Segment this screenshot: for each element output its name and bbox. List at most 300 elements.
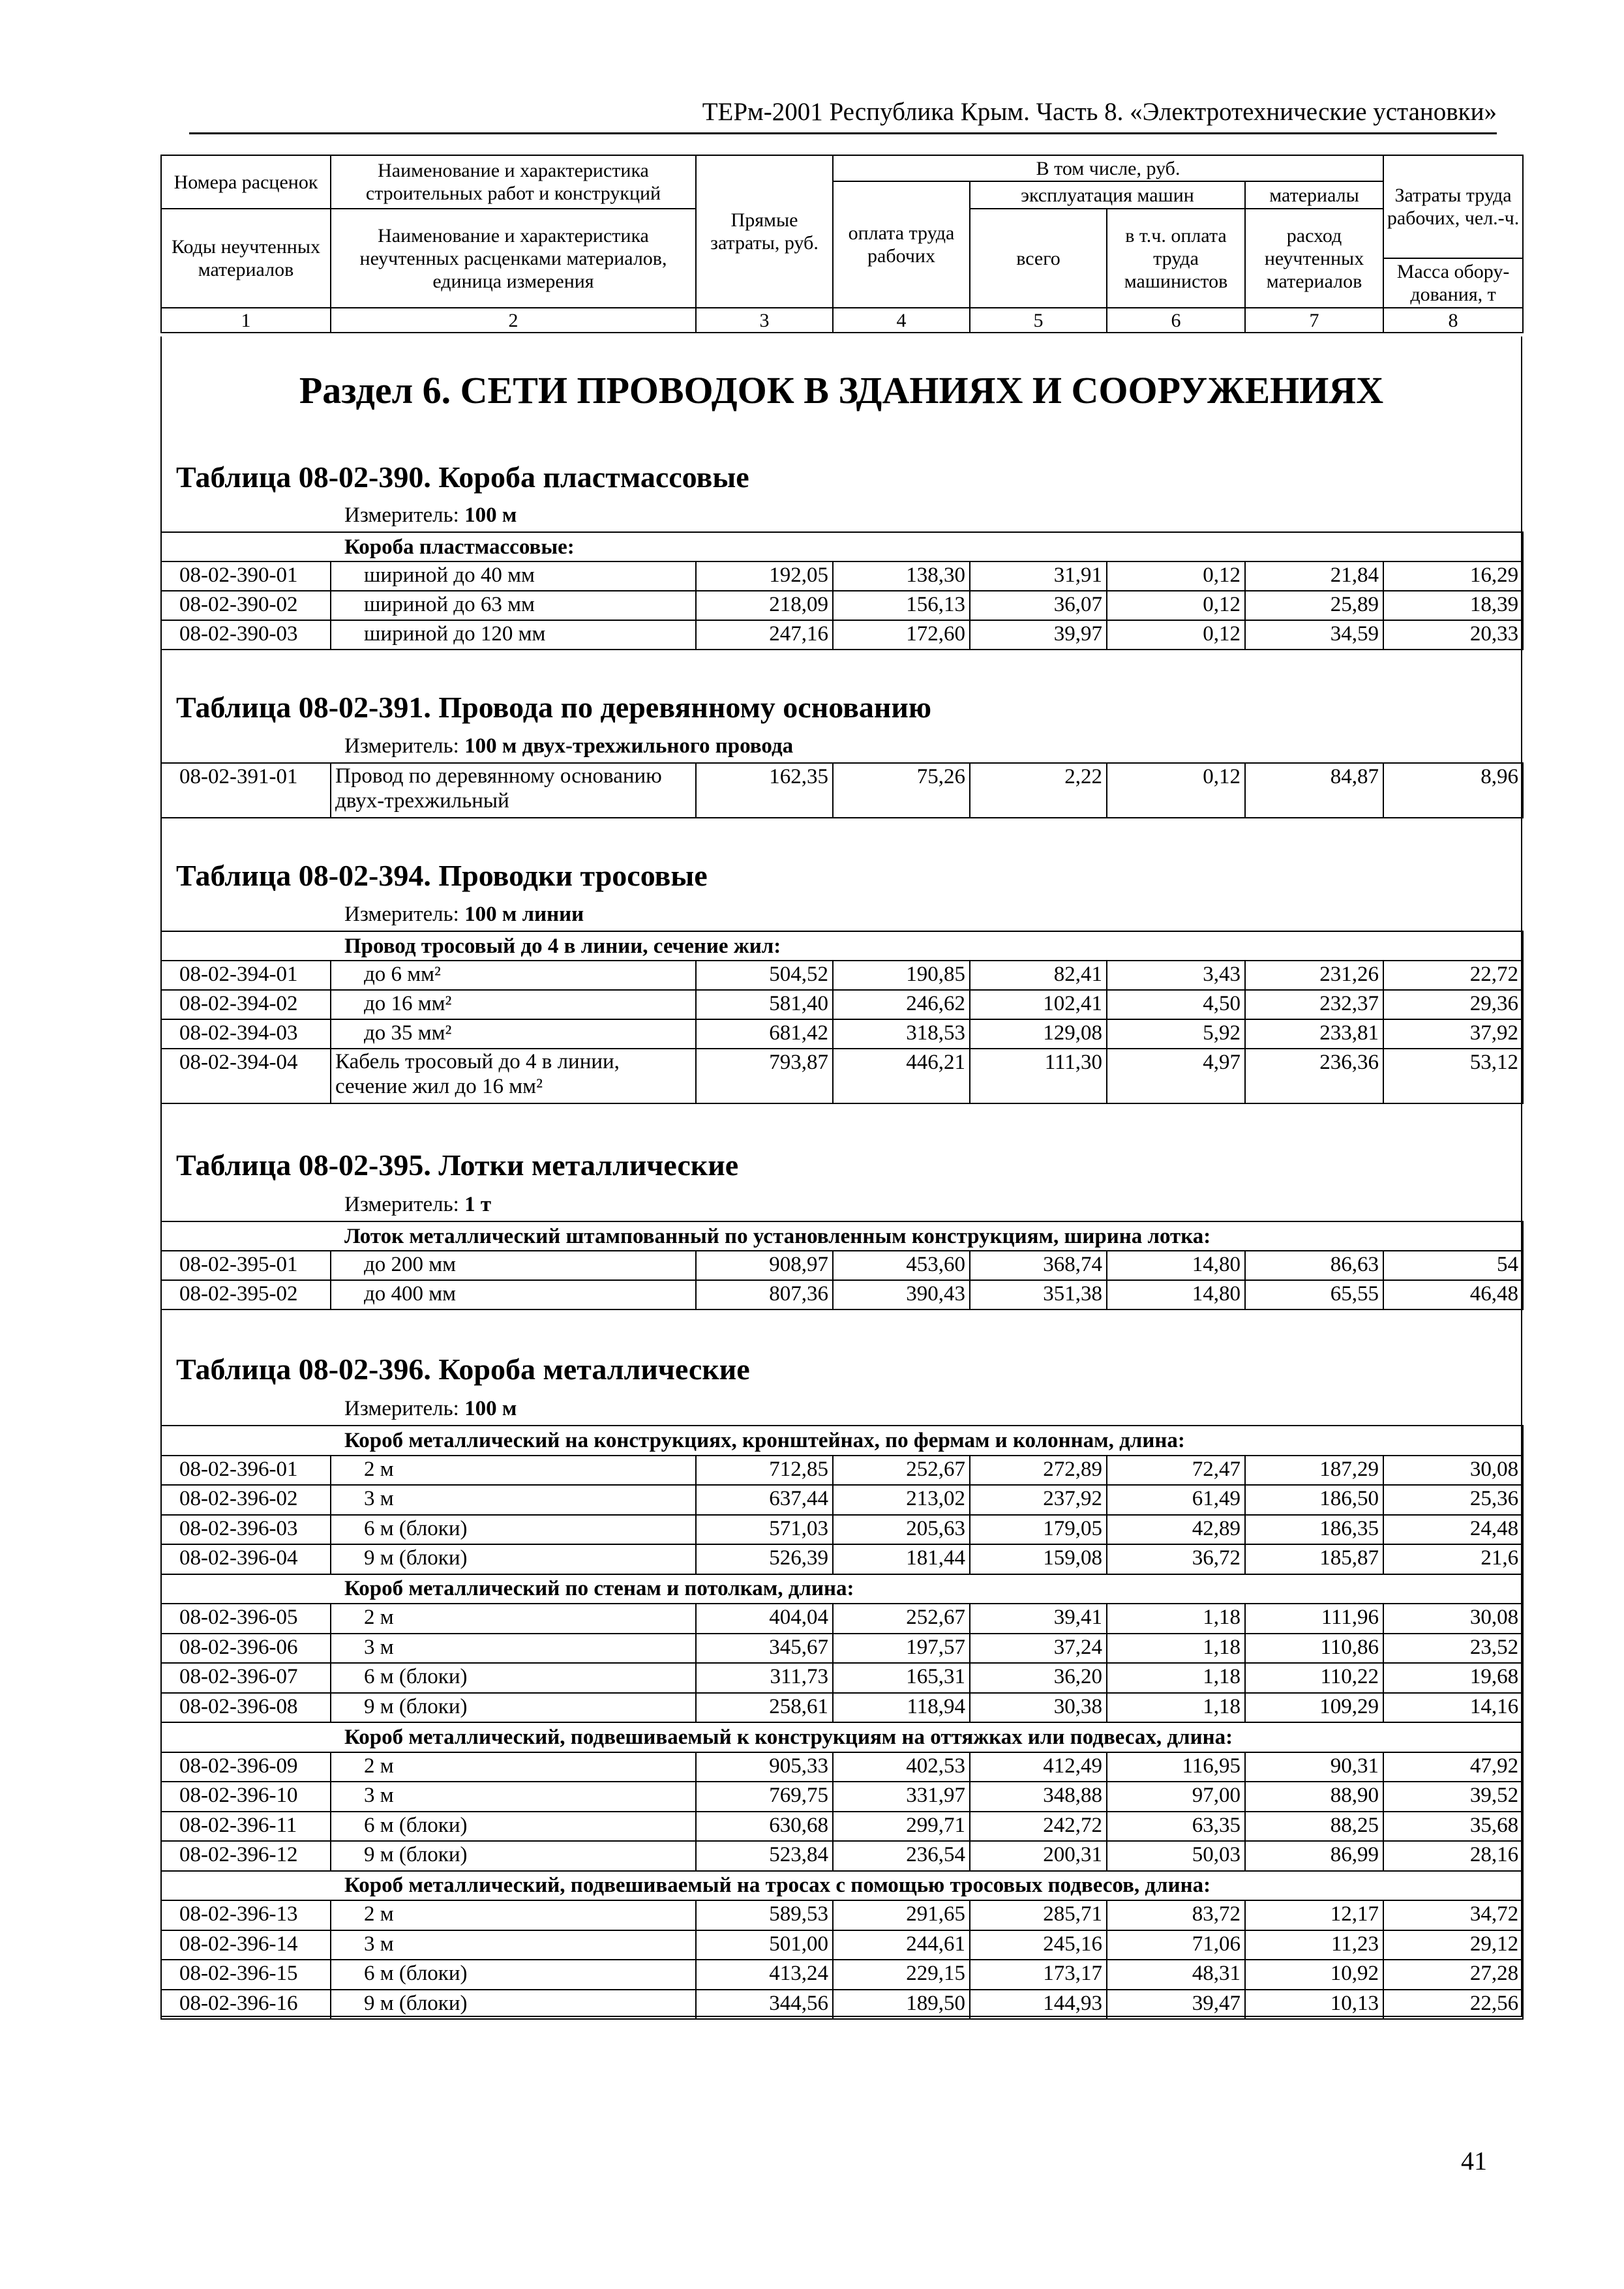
- labor-costs-value: 14,16: [1383, 1693, 1523, 1723]
- materials-value: 185,87: [1245, 1544, 1383, 1574]
- labor-pay-value: 205,63: [833, 1515, 970, 1545]
- machinist-pay-value: 4,50: [1107, 990, 1245, 1019]
- col-machine-operation: эксплуатация машин: [970, 181, 1245, 209]
- rate-name: до 400 мм: [331, 1280, 696, 1309]
- rate-name: до 35 мм²: [331, 1019, 696, 1049]
- machine-total-value: 159,08: [970, 1544, 1107, 1574]
- direct-costs-value: 523,84: [696, 1841, 833, 1871]
- materials-value: 236,36: [1245, 1049, 1383, 1103]
- labor-costs-value: 21,6: [1383, 1544, 1523, 1574]
- table-row: [161, 1515, 1523, 1545]
- measure-label: Измеритель:: [344, 1397, 459, 1420]
- direct-costs-value: 807,36: [696, 1280, 833, 1309]
- page-number: 41: [1461, 2146, 1487, 2176]
- labor-pay-value: 213,02: [833, 1485, 970, 1515]
- col-direct-costs: Прямые затраты, руб.: [696, 155, 833, 308]
- direct-costs-value: 413,24: [696, 1960, 833, 1990]
- direct-costs-value: 630,68: [696, 1812, 833, 1842]
- rate-code: 08-02-396-14: [161, 1930, 331, 1960]
- labor-costs-value: 54: [1383, 1251, 1523, 1280]
- section-title: Раздел 6. СЕТИ ПРОВОДОК В ЗДАНИЯХ И СООРУЖЕНИЯХ: [299, 369, 1384, 411]
- direct-costs-value: 681,42: [696, 1019, 833, 1049]
- col-number: 1: [161, 308, 331, 333]
- materials-value: 10,13: [1245, 1990, 1383, 2020]
- group-header: Лоток металлический штампованный по установленным конструкциям, ширина лотка:: [161, 1221, 1523, 1251]
- table-title: Таблица 08-02-395. Лотки металлические: [176, 1148, 739, 1182]
- machine-total-value: 30,38: [970, 1693, 1107, 1723]
- machinist-pay-value: 1,18: [1107, 1663, 1245, 1693]
- col-machinist-pay: в т.ч. оплата труда машинистов: [1107, 209, 1245, 308]
- rate-code: 08-02-390-02: [161, 591, 331, 620]
- table-row: [161, 1752, 1523, 1782]
- machinist-pay-value: 63,35: [1107, 1812, 1245, 1842]
- rates-table: [160, 762, 1524, 818]
- machine-total-value: 37,24: [970, 1634, 1107, 1664]
- machinist-pay-value: 42,89: [1107, 1515, 1245, 1545]
- direct-costs-value: 501,00: [696, 1930, 833, 1960]
- machine-total-value: 200,31: [970, 1841, 1107, 1871]
- labor-costs-value: 18,39: [1383, 591, 1523, 620]
- measure-line: [344, 901, 584, 927]
- machine-total-value: 36,20: [970, 1663, 1107, 1693]
- labor-pay-value: 197,57: [833, 1634, 970, 1664]
- col-unaccounted-names: Наименование и характеристика неучтенных расценками материалов, единица измерения: [331, 209, 696, 308]
- labor-costs-value: 30,08: [1383, 1456, 1523, 1486]
- materials-value: 110,86: [1245, 1634, 1383, 1664]
- direct-costs-value: 571,03: [696, 1515, 833, 1545]
- running-header: ТЕРм-2001 Республика Крым. Часть 8. «Электротехнические установки»: [702, 98, 1497, 126]
- rate-name: 6 м (блоки): [331, 1663, 696, 1693]
- materials-value: 86,99: [1245, 1841, 1383, 1871]
- materials-value: 34,59: [1245, 620, 1383, 650]
- col-number: 8: [1383, 308, 1523, 333]
- measure-unit: 100 м: [464, 503, 517, 527]
- machine-total-value: 237,92: [970, 1485, 1107, 1515]
- group-header-row: [161, 1722, 1523, 1752]
- labor-pay-value: 402,53: [833, 1752, 970, 1782]
- labor-pay-value: 252,67: [833, 1456, 970, 1486]
- labor-costs-value: 37,92: [1383, 1019, 1523, 1049]
- rate-code: 08-02-396-09: [161, 1752, 331, 1782]
- machinist-pay-value: 4,97: [1107, 1049, 1245, 1103]
- rate-name: 2 м: [331, 1456, 696, 1486]
- col-unaccounted-consumption: расход неучтенных материалов: [1245, 209, 1383, 308]
- rate-code: 08-02-390-01: [161, 561, 331, 591]
- machinist-pay-value: 36,72: [1107, 1544, 1245, 1574]
- col-number: 5: [970, 308, 1107, 333]
- labor-pay-value: 190,85: [833, 961, 970, 990]
- rate-code: 08-02-396-16: [161, 1990, 331, 2020]
- col-labor-pay: оплата труда рабочих: [833, 181, 970, 308]
- col-number: 3: [696, 308, 833, 333]
- labor-costs-value: 20,33: [1383, 620, 1523, 650]
- rate-code: 08-02-391-01: [161, 763, 331, 818]
- measure-line: [344, 502, 517, 528]
- machine-total-value: 39,41: [970, 1604, 1107, 1634]
- machine-total-value: 82,41: [970, 961, 1107, 990]
- labor-pay-value: 453,60: [833, 1251, 970, 1280]
- table-row: [161, 1049, 1523, 1103]
- machinist-pay-value: 97,00: [1107, 1782, 1245, 1812]
- labor-pay-value: 172,60: [833, 620, 970, 650]
- rate-code: 08-02-396-03: [161, 1515, 331, 1545]
- rates-table: [160, 1221, 1524, 1310]
- rate-name: 6 м (блоки): [331, 1812, 696, 1842]
- rate-code: 08-02-396-11: [161, 1812, 331, 1842]
- col-including: В том числе, руб.: [833, 155, 1383, 181]
- rate-name: 9 м (блоки): [331, 1841, 696, 1871]
- rate-name: 9 м (блоки): [331, 1693, 696, 1723]
- machinist-pay-value: 116,95: [1107, 1752, 1245, 1782]
- materials-value: 11,23: [1245, 1930, 1383, 1960]
- measure-unit: 100 м линии: [464, 903, 584, 926]
- group-header: Короб металлический, подвешиваемый к конструкциям на оттяжках или подвесах, длина:: [161, 1722, 1523, 1752]
- direct-costs-value: 311,73: [696, 1663, 833, 1693]
- labor-pay-value: 118,94: [833, 1693, 970, 1723]
- machinist-pay-value: 71,06: [1107, 1930, 1245, 1960]
- group-header-row: [161, 1871, 1523, 1901]
- group-header: Короб металлический по стенам и потолкам, длина:: [161, 1574, 1523, 1604]
- machine-total-value: 179,05: [970, 1515, 1107, 1545]
- machinist-pay-value: 1,18: [1107, 1604, 1245, 1634]
- labor-pay-value: 299,71: [833, 1812, 970, 1842]
- materials-value: 86,63: [1245, 1251, 1383, 1280]
- measure-line: [344, 1191, 491, 1218]
- table-title: Таблица 08-02-394. Проводки тросовые: [176, 859, 708, 892]
- rate-code: 08-02-390-03: [161, 620, 331, 650]
- direct-costs-value: 504,52: [696, 961, 833, 990]
- table-row: [161, 763, 1523, 818]
- direct-costs-value: 905,33: [696, 1752, 833, 1782]
- materials-value: 110,22: [1245, 1663, 1383, 1693]
- measure-line: [344, 1396, 517, 1422]
- machinist-pay-value: 72,47: [1107, 1456, 1245, 1486]
- labor-costs-value: 24,48: [1383, 1515, 1523, 1545]
- measure-unit: 100 м двух-трехжильного провода: [464, 734, 794, 758]
- column-numbers-row: [161, 308, 1523, 333]
- rate-code: 08-02-395-02: [161, 1280, 331, 1309]
- materials-value: 186,35: [1245, 1515, 1383, 1545]
- direct-costs-value: 218,09: [696, 591, 833, 620]
- measure-label: Измеритель:: [344, 503, 459, 527]
- rate-code: 08-02-396-12: [161, 1841, 331, 1871]
- labor-pay-value: 331,97: [833, 1782, 970, 1812]
- labor-pay-value: 390,43: [833, 1280, 970, 1309]
- labor-pay-value: 318,53: [833, 1019, 970, 1049]
- col-equipment-mass: Масса обору-дования, т: [1383, 258, 1523, 308]
- direct-costs-value: 526,39: [696, 1544, 833, 1574]
- col-labor-costs: Затраты труда рабочих, чел.-ч.: [1383, 155, 1523, 258]
- machinist-pay-value: 61,49: [1107, 1485, 1245, 1515]
- table-row: [161, 1663, 1523, 1693]
- machine-total-value: 2,22: [970, 763, 1107, 818]
- machinist-pay-value: 5,92: [1107, 1019, 1245, 1049]
- machinist-pay-value: 48,31: [1107, 1960, 1245, 1990]
- col-rate-numbers: Номера расценок: [161, 155, 331, 209]
- measure-line: [344, 733, 793, 759]
- table-row: [161, 620, 1523, 650]
- table-row: [161, 1634, 1523, 1664]
- table-title: Таблица 08-02-391. Провода по деревянному основанию: [176, 691, 932, 724]
- labor-costs-value: 8,96: [1383, 763, 1523, 818]
- labor-pay-value: 138,30: [833, 561, 970, 591]
- materials-value: 109,29: [1245, 1693, 1383, 1723]
- labor-pay-value: 156,13: [833, 591, 970, 620]
- materials-value: 25,89: [1245, 591, 1383, 620]
- machine-total-value: 272,89: [970, 1456, 1107, 1486]
- labor-pay-value: 165,31: [833, 1663, 970, 1693]
- labor-costs-value: 23,52: [1383, 1634, 1523, 1664]
- table-row: [161, 1960, 1523, 1990]
- labor-pay-value: 229,15: [833, 1960, 970, 1990]
- machine-total-value: 412,49: [970, 1752, 1107, 1782]
- direct-costs-value: 344,56: [696, 1990, 833, 2020]
- group-header: Провод тросовый до 4 в линии, сечение жил:: [161, 931, 1523, 961]
- labor-costs-value: 28,16: [1383, 1841, 1523, 1871]
- rate-code: 08-02-396-15: [161, 1960, 331, 1990]
- labor-costs-value: 46,48: [1383, 1280, 1523, 1309]
- materials-value: 90,31: [1245, 1752, 1383, 1782]
- table-row: [161, 1544, 1523, 1574]
- table-row: [161, 1456, 1523, 1486]
- table-row: [161, 961, 1523, 990]
- materials-value: 233,81: [1245, 1019, 1383, 1049]
- machinist-pay-value: 0,12: [1107, 561, 1245, 591]
- header-rule: [189, 132, 1497, 134]
- machine-total-value: 111,30: [970, 1049, 1107, 1103]
- labor-costs-value: 25,36: [1383, 1485, 1523, 1515]
- labor-pay-value: 244,61: [833, 1930, 970, 1960]
- group-header-row: [161, 931, 1523, 961]
- machinist-pay-value: 39,47: [1107, 1990, 1245, 2020]
- machine-total-value: 144,93: [970, 1990, 1107, 2020]
- labor-costs-value: 53,12: [1383, 1049, 1523, 1103]
- materials-value: 111,96: [1245, 1604, 1383, 1634]
- measure-unit: 1 т: [464, 1193, 492, 1216]
- labor-costs-value: 16,29: [1383, 561, 1523, 591]
- rate-code: 08-02-396-06: [161, 1634, 331, 1664]
- machine-total-value: 173,17: [970, 1960, 1107, 1990]
- materials-value: 187,29: [1245, 1456, 1383, 1486]
- rate-code: 08-02-396-07: [161, 1663, 331, 1693]
- group-header-row: [161, 1574, 1523, 1604]
- rate-name: 6 м (блоки): [331, 1960, 696, 1990]
- table-row: [161, 1604, 1523, 1634]
- labor-pay-value: 75,26: [833, 763, 970, 818]
- col-work-name: Наименование и характеристика строительных работ и конструкций: [331, 155, 696, 209]
- machine-total-value: 242,72: [970, 1812, 1107, 1842]
- machinist-pay-value: 50,03: [1107, 1841, 1245, 1871]
- machine-total-value: 368,74: [970, 1251, 1107, 1280]
- rate-code: 08-02-394-02: [161, 990, 331, 1019]
- labor-pay-value: 252,67: [833, 1604, 970, 1634]
- machinist-pay-value: 1,18: [1107, 1693, 1245, 1723]
- rate-code: 08-02-396-10: [161, 1782, 331, 1812]
- machine-total-value: 102,41: [970, 990, 1107, 1019]
- materials-value: 84,87: [1245, 763, 1383, 818]
- direct-costs-value: 581,40: [696, 990, 833, 1019]
- group-header-row: [161, 1221, 1523, 1251]
- rate-name: 3 м: [331, 1930, 696, 1960]
- table-row: [161, 1280, 1523, 1309]
- rate-name: до 200 мм: [331, 1251, 696, 1280]
- direct-costs-value: 247,16: [696, 620, 833, 650]
- labor-costs-value: 39,52: [1383, 1782, 1523, 1812]
- labor-costs-value: 22,56: [1383, 1990, 1523, 2020]
- labor-pay-value: 246,62: [833, 990, 970, 1019]
- machine-total-value: 348,88: [970, 1782, 1107, 1812]
- column-header-table: [160, 155, 1524, 333]
- machinist-pay-value: 83,72: [1107, 1900, 1245, 1930]
- labor-costs-value: 29,12: [1383, 1930, 1523, 1960]
- rate-code: 08-02-396-13: [161, 1900, 331, 1930]
- table-row: [161, 1019, 1523, 1049]
- rate-name: 3 м: [331, 1634, 696, 1664]
- machine-total-value: 245,16: [970, 1930, 1107, 1960]
- table-row: [161, 1990, 1523, 2020]
- machinist-pay-value: 3,43: [1107, 961, 1245, 990]
- rates-table: [160, 1425, 1524, 2020]
- group-header: Короба пластмассовые:: [161, 532, 1523, 561]
- group-header-row: [161, 532, 1523, 561]
- direct-costs-value: 793,87: [696, 1049, 833, 1103]
- rate-code: 08-02-395-01: [161, 1251, 331, 1280]
- labor-costs-value: 35,68: [1383, 1812, 1523, 1842]
- rate-name: 2 м: [331, 1752, 696, 1782]
- labor-costs-value: 19,68: [1383, 1663, 1523, 1693]
- materials-value: 88,90: [1245, 1782, 1383, 1812]
- machine-total-value: 31,91: [970, 561, 1107, 591]
- rate-name: 6 м (блоки): [331, 1515, 696, 1545]
- table-row: [161, 1485, 1523, 1515]
- labor-costs-value: 22,72: [1383, 961, 1523, 990]
- labor-pay-value: 236,54: [833, 1841, 970, 1871]
- table-row: [161, 1693, 1523, 1723]
- labor-costs-value: 34,72: [1383, 1900, 1523, 1930]
- rate-code: 08-02-394-01: [161, 961, 331, 990]
- col-number: 4: [833, 308, 970, 333]
- machinist-pay-value: 0,12: [1107, 620, 1245, 650]
- rate-name: шириной до 40 мм: [331, 561, 696, 591]
- table-row: [161, 1251, 1523, 1280]
- rate-code: 08-02-396-08: [161, 1693, 331, 1723]
- col-unaccounted-codes: Коды неучтенных материалов: [161, 209, 331, 308]
- table-row: [161, 591, 1523, 620]
- labor-pay-value: 446,21: [833, 1049, 970, 1103]
- col-number: 6: [1107, 308, 1245, 333]
- table-row: [161, 1900, 1523, 1930]
- rate-name: до 6 мм²: [331, 961, 696, 990]
- labor-costs-value: 30,08: [1383, 1604, 1523, 1634]
- machine-total-value: 129,08: [970, 1019, 1107, 1049]
- labor-costs-value: 27,28: [1383, 1960, 1523, 1990]
- materials-value: 232,37: [1245, 990, 1383, 1019]
- rate-name: Провод по деревянному основанию двух-трехжильный: [331, 763, 696, 818]
- col-number: 7: [1245, 308, 1383, 333]
- machinist-pay-value: 0,12: [1107, 763, 1245, 818]
- table-row: [161, 1782, 1523, 1812]
- direct-costs-value: 345,67: [696, 1634, 833, 1664]
- rate-name: 2 м: [331, 1900, 696, 1930]
- machinist-pay-value: 14,80: [1107, 1251, 1245, 1280]
- direct-costs-value: 637,44: [696, 1485, 833, 1515]
- table-row: [161, 1841, 1523, 1871]
- table-title: Таблица 08-02-390. Короба пластмассовые: [176, 460, 749, 494]
- rate-code: 08-02-394-03: [161, 1019, 331, 1049]
- group-header: Короб металлический, подвешиваемый на тросах с помощью тросовых подвесов, длина:: [161, 1871, 1523, 1901]
- labor-costs-value: 47,92: [1383, 1752, 1523, 1782]
- materials-value: 21,84: [1245, 561, 1383, 591]
- col-number: 2: [331, 308, 696, 333]
- rate-name: 3 м: [331, 1485, 696, 1515]
- rate-name: шириной до 120 мм: [331, 620, 696, 650]
- rate-name: 2 м: [331, 1604, 696, 1634]
- rates-table: [160, 931, 1524, 1104]
- measure-label: Измеритель:: [344, 1193, 459, 1216]
- table-row: [161, 1812, 1523, 1842]
- materials-value: 12,17: [1245, 1900, 1383, 1930]
- rate-name: 9 м (блоки): [331, 1544, 696, 1574]
- direct-costs-value: 589,53: [696, 1900, 833, 1930]
- materials-value: 186,50: [1245, 1485, 1383, 1515]
- rate-name: до 16 мм²: [331, 990, 696, 1019]
- machine-total-value: 39,97: [970, 620, 1107, 650]
- table-row: [161, 561, 1523, 591]
- rate-code: 08-02-394-04: [161, 1049, 331, 1103]
- rate-name: 3 м: [331, 1782, 696, 1812]
- col-total: всего: [970, 209, 1107, 308]
- rate-code: 08-02-396-04: [161, 1544, 331, 1574]
- direct-costs-value: 712,85: [696, 1456, 833, 1486]
- table-row: [161, 990, 1523, 1019]
- labor-costs-value: 29,36: [1383, 990, 1523, 1019]
- direct-costs-value: 404,04: [696, 1604, 833, 1634]
- rates-table: [160, 531, 1524, 650]
- labor-pay-value: 181,44: [833, 1544, 970, 1574]
- materials-value: 231,26: [1245, 961, 1383, 990]
- machinist-pay-value: 14,80: [1107, 1280, 1245, 1309]
- rate-name: шириной до 63 мм: [331, 591, 696, 620]
- col-materials: материалы: [1245, 181, 1383, 209]
- machine-total-value: 36,07: [970, 591, 1107, 620]
- labor-pay-value: 291,65: [833, 1900, 970, 1930]
- materials-value: 65,55: [1245, 1280, 1383, 1309]
- direct-costs-value: 769,75: [696, 1782, 833, 1812]
- rate-name: Кабель тросовый до 4 в линии, сечение жил до 16 мм²: [331, 1049, 696, 1103]
- measure-label: Измеритель:: [344, 734, 459, 758]
- measure-label: Измеритель:: [344, 903, 459, 926]
- table-row: [161, 1930, 1523, 1960]
- group-header: Короб металлический на конструкциях, кронштейнах, по фермам и колоннам, длина:: [161, 1426, 1523, 1456]
- measure-unit: 100 м: [464, 1397, 517, 1420]
- rate-code: 08-02-396-05: [161, 1604, 331, 1634]
- direct-costs-value: 258,61: [696, 1693, 833, 1723]
- table-title: Таблица 08-02-396. Короба металлические: [176, 1353, 750, 1386]
- materials-value: 10,92: [1245, 1960, 1383, 1990]
- direct-costs-value: 162,35: [696, 763, 833, 818]
- labor-pay-value: 189,50: [833, 1990, 970, 2020]
- direct-costs-value: 908,97: [696, 1251, 833, 1280]
- machine-total-value: 351,38: [970, 1280, 1107, 1309]
- rate-code: 08-02-396-01: [161, 1456, 331, 1486]
- materials-value: 88,25: [1245, 1812, 1383, 1842]
- direct-costs-value: 192,05: [696, 561, 833, 591]
- rate-code: 08-02-396-02: [161, 1485, 331, 1515]
- machinist-pay-value: 1,18: [1107, 1634, 1245, 1664]
- machinist-pay-value: 0,12: [1107, 591, 1245, 620]
- group-header-row: [161, 1426, 1523, 1456]
- machine-total-value: 285,71: [970, 1900, 1107, 1930]
